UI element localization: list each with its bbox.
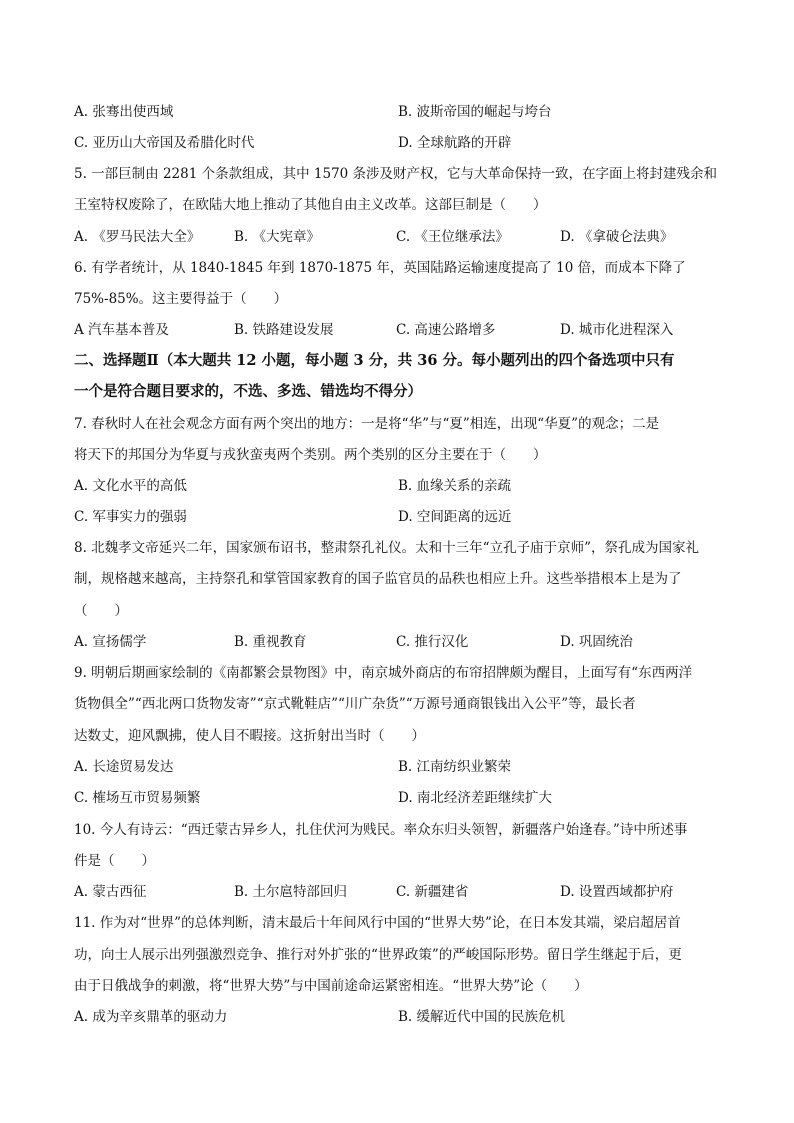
q8-option-d: D. 巩固统治 bbox=[560, 634, 633, 650]
q6-option-c: C. 高速公路增多 bbox=[396, 322, 496, 338]
q10-option-d: D. 设置西域都护府 bbox=[560, 884, 674, 900]
q11-stem-line-1: 11. 作为对“世界”的总体判断，清末最后十年间风行中国的“世界大势”论，在日本发其端，梁启超居首 bbox=[74, 915, 681, 931]
q7-option-d: D. 空间距离的远近 bbox=[398, 509, 512, 525]
q7-stem-line-2: 将天下的邦国分为华夏与戎狄蛮夷两个类别。两个类别的区分主要在于（ ） bbox=[74, 447, 547, 463]
q10-option-a: A. 蒙古西征 bbox=[74, 884, 147, 900]
q8-option-c: C. 推行汉化 bbox=[396, 634, 469, 650]
q9-stem-line-2: 货物俱全”“西北两口货物发寄”“京式靴鞋店”“川广杂货”“万源号通商银钱出入公平”等，最长者 bbox=[74, 696, 636, 712]
q5-stem-line-1: 5. 一部巨制由 2281 个条款组成，其中 1570 条涉及财产权，它与大革命保持一致，在字面上将封建残余和 bbox=[74, 166, 718, 182]
q6-option-b: B. 铁路建设发展 bbox=[234, 322, 334, 338]
q10-stem-line-1: 10. 今人有诗云：“西迁蒙古异乡人，扎住伏河为贱民。率众东归头领智，新疆落户始逢春。”诗中所述事 bbox=[74, 822, 688, 838]
q8-stem-line-1: 8. 北魏孝文帝延兴二年，国家颁布诏书，整肃祭孔礼仪。太和十三年“立孔子庙于京师”，祭孔成为国家礼 bbox=[74, 540, 699, 556]
q11-option-b: B. 缓解近代中国的民族危机 bbox=[398, 1009, 566, 1025]
q10-stem-line-2: 件是（ ） bbox=[74, 853, 155, 869]
q4-option-a: A. 张骞出使西域 bbox=[74, 104, 174, 120]
q4-option-b: B. 波斯帝国的崛起与垮台 bbox=[398, 104, 552, 120]
q7-options-row-2 bbox=[74, 508, 722, 526]
q5-stem-line-2: 王室特权废除了，在欧陆大地上推动了其他自由主义改革。这部巨制是（ ） bbox=[74, 197, 547, 213]
q11-stem-line-3: 由于日俄战争的刺激，将“世界大势”与中国前途命运紧密相连。“世界大势”论（ ） bbox=[74, 978, 588, 994]
q7-option-c: C. 军事实力的强弱 bbox=[74, 509, 187, 525]
q5-option-c: C. 《王位继承法》 bbox=[396, 229, 509, 245]
q9-options-row-2 bbox=[74, 789, 722, 807]
q8-options-row bbox=[74, 633, 722, 651]
q8-option-a: A. 宣扬儒学 bbox=[74, 634, 147, 650]
q9-stem-line-1: 9. 明朝后期画家绘制的《南都繁会景物图》中，南京城外商店的布帘招牌颇为醒目，上面写有“东西两洋 bbox=[74, 665, 693, 681]
q10-option-b: B. 土尔扈特部回归 bbox=[234, 884, 348, 900]
q6-stem-line-1: 6. 有学者统计，从 1840-1845 年到 1870-1875 年，英国陆路运输速度提高了 10 倍，而成本下降了 bbox=[74, 260, 686, 276]
q10-options-row bbox=[74, 883, 722, 901]
section-2-heading-line-1: 二、选择题Ⅱ（本大题共 12 小题，每小题 3 分，共 36 分。每小题列出的四个备选项中只有 bbox=[74, 352, 675, 369]
q6-option-a: A 汽车基本普及 bbox=[74, 322, 170, 338]
q9-option-c: C. 榷场互市贸易频繁 bbox=[74, 790, 201, 806]
q9-option-b: B. 江南纺织业繁荣 bbox=[398, 759, 512, 775]
q11-option-a: A. 成为辛亥鼎革的驱动力 bbox=[74, 1009, 228, 1025]
q6-option-d: D. 城市化进程深入 bbox=[560, 322, 674, 338]
q7-options-row-1 bbox=[74, 477, 722, 495]
q11-options-row-1 bbox=[74, 1008, 722, 1026]
q10-option-c: C. 新疆建省 bbox=[396, 884, 469, 900]
q5-option-d: D. 《拿破仑法典》 bbox=[560, 229, 674, 245]
q9-stem-line-3: 达数丈，迎风飘拂，使人目不暇接。这折射出当时（ ） bbox=[74, 728, 425, 744]
q7-option-a: A. 文化水平的高低 bbox=[74, 478, 187, 494]
q5-option-b: B. 《大宪章》 bbox=[234, 229, 321, 245]
q5-option-a: A. 《罗马民法大全》 bbox=[74, 229, 201, 245]
q7-stem-line-1: 7. 春秋时人在社会观念方面有两个突出的地方：一是将“华”与“夏”相连，出现“华夏”的观念；二是 bbox=[74, 416, 660, 432]
q9-option-d: D. 南北经济差距继续扩大 bbox=[398, 790, 552, 806]
q6-options-row bbox=[74, 321, 722, 339]
q5-options-row bbox=[74, 228, 722, 246]
q9-options-row-1 bbox=[74, 758, 722, 776]
q9-option-a: A. 长途贸易发达 bbox=[74, 759, 174, 775]
q4-options-row-1 bbox=[74, 103, 722, 121]
q7-option-b: B. 血缘关系的亲疏 bbox=[398, 478, 512, 494]
q11-stem-line-2: 功，向士人展示出列强激烈竞争、推行对外扩张的“世界政策”的严峻国际形势。留日学生继起于后，更 bbox=[74, 947, 682, 963]
q4-option-d: D. 全球航路的开辟 bbox=[398, 135, 512, 151]
q6-stem-line-2: 75%-85%。这主要得益于（ ） bbox=[74, 291, 288, 307]
q8-stem-line-2: 制，规格越来越高，主持祭孔和掌管国家教育的国子监官员的品秩也相应上升。这些举措根本上是为了 bbox=[74, 571, 682, 587]
q8-option-b: B. 重视教育 bbox=[234, 634, 307, 650]
section-2-heading-line-2: 一个是符合题目要求的，不选、多选、错选均不得分） bbox=[74, 383, 422, 400]
q4-options-row-2 bbox=[74, 134, 722, 152]
q8-stem-line-3: （ ） bbox=[74, 603, 128, 619]
q4-option-c: C. 亚历山大帝国及希腊化时代 bbox=[74, 135, 255, 151]
